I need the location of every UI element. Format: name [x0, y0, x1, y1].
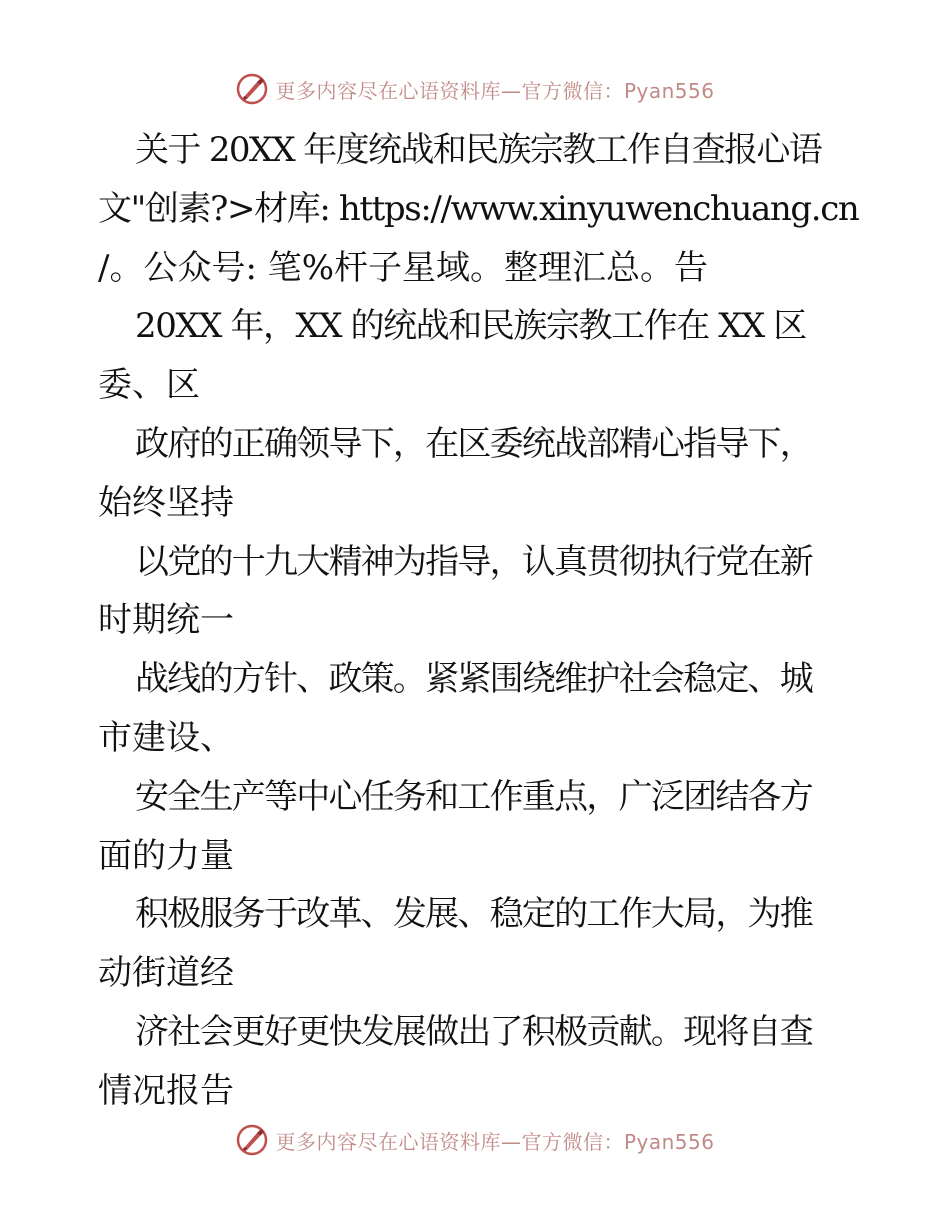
footer-watermark-banner [0, 1120, 950, 1160]
document-body [98, 121, 858, 1121]
document-line: 始终坚持 [98, 482, 234, 523]
document-line: 情况报告 [98, 1070, 234, 1111]
document-line: 市建设、 [98, 717, 234, 758]
footer-banner-text: 更多内容尽在心语资料库—官方微信：Pyan556 [275, 1129, 715, 1154]
document-line: 动街道经 [98, 953, 234, 994]
document-line: 面的力量 [98, 835, 234, 876]
document-line: 战线的方针、政策。紧紧围绕维护社会稳定、城 [135, 659, 813, 700]
document-line: 文"创素?>材库: https://www.xinyuwenchuang.cn [98, 188, 859, 229]
header-banner-text: 更多内容尽在心语资料库—官方微信：Pyan556 [275, 78, 715, 103]
document-line: 20XX 年，XX 的统战和民族宗教工作在 XX 区 [135, 306, 806, 347]
document-line: 时期统一 [98, 600, 234, 641]
document-line: 委、区 [98, 365, 200, 406]
document-line: 关于 20XX 年度统战和民族宗教工作自查报心语 [135, 130, 822, 170]
document-line: /。公众号: 笔%杆子星域。整理汇总。告 [98, 247, 709, 288]
document-line: 以党的十九大精神为指导，认真贯彻执行党在新 [135, 541, 813, 582]
document-line: 积极服务于改革、发展、稳定的工作大局，为推 [135, 894, 813, 935]
document-line: 安全生产等中心任务和工作重点，广泛团结各方 [135, 776, 813, 817]
document-line: 济社会更好更快发展做出了积极贡献。现将自查 [135, 1011, 813, 1052]
pen-logo-icon [235, 1123, 269, 1157]
header-watermark-banner [0, 69, 950, 109]
document-line: 政府的正确领导下，在区委统战部精心指导下， [135, 423, 813, 464]
pen-logo-icon [235, 72, 269, 106]
